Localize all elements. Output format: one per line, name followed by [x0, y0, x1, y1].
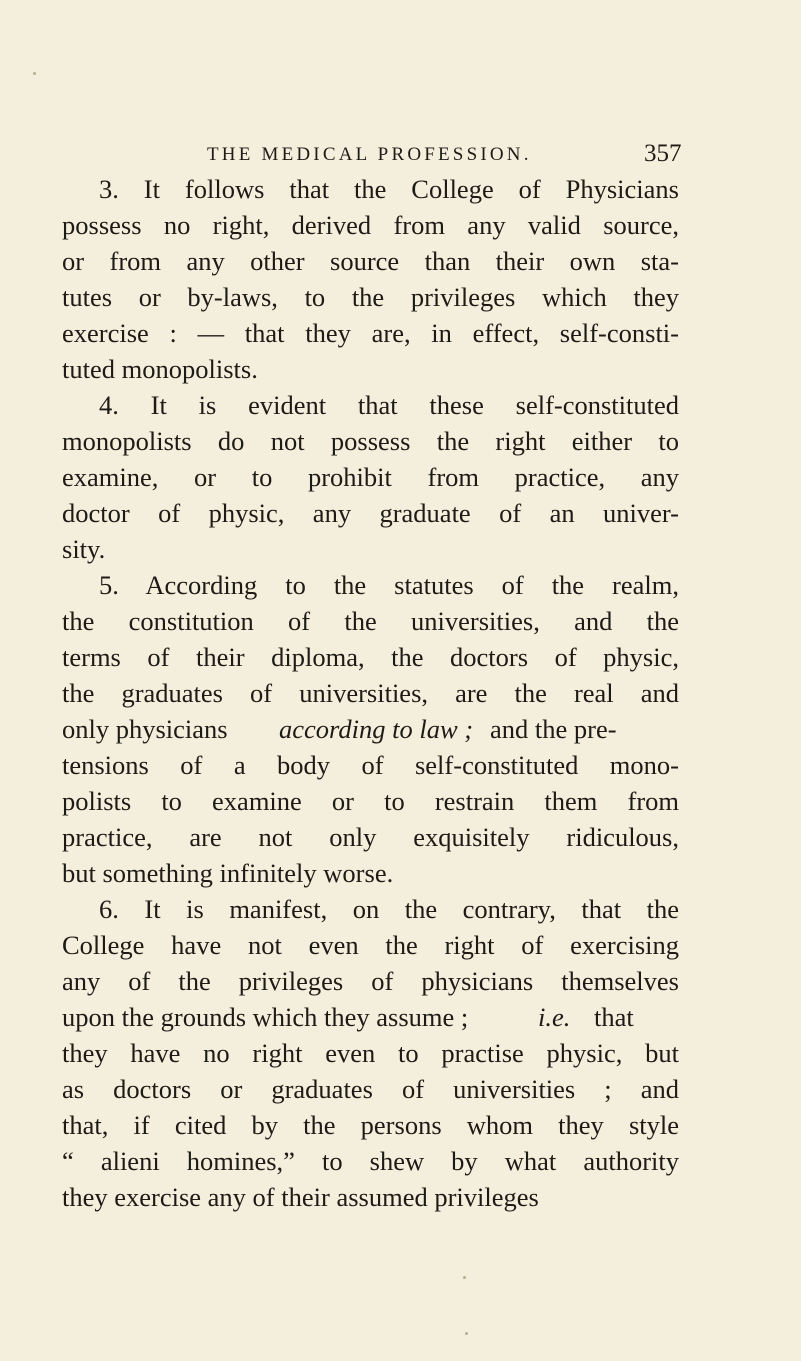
text-line: 3. It follows that the College of Physicians	[99, 174, 679, 204]
text-line: 5. According to the statutes of the realm,	[99, 570, 679, 600]
text-line: tuted monopolists.	[62, 354, 258, 384]
text-line: 6. It is manifest, on the contrary, that the	[99, 894, 679, 924]
running-title: THE MEDICAL PROFESSION.	[207, 144, 532, 165]
text-line: the constitution of the universities, and the	[62, 606, 679, 636]
text-line: possess no right, derived from any valid source,	[62, 210, 679, 240]
text-line: tensions of a body of self-constituted mono-	[62, 750, 679, 780]
italic-abbreviation: i.e.	[538, 1002, 571, 1032]
page-header	[0, 140, 801, 170]
text-line: monopolists do not possess the right either to	[62, 426, 679, 456]
text-line: the graduates of universities, are the real and	[62, 678, 679, 708]
text-line: they exercise any of their assumed privileges	[62, 1182, 539, 1212]
text-line: College have not even the right of exercising	[62, 930, 679, 960]
text-line: tutes or by-laws, to the privileges which they	[62, 282, 679, 312]
text-line: sity.	[62, 534, 106, 564]
text-line: “ alieni homines,” to shew by what authority	[62, 1146, 679, 1176]
italic-phrase: according to law ;	[279, 714, 474, 744]
text-line: only physicians according to law ; and the pre-	[0, 711, 801, 747]
text-line: doctor of physic, any graduate of an univer-	[62, 498, 679, 528]
text-line: but something infinitely worse.	[62, 858, 394, 888]
paper-fleck	[465, 1332, 468, 1335]
text-line: that, if cited by the persons whom they style	[62, 1110, 679, 1140]
page-number: 357	[644, 140, 682, 167]
text-line: terms of their diploma, the doctors of physic,	[62, 642, 679, 672]
text-line: or from any other source than their own sta-	[62, 246, 679, 276]
text-line: polists to examine or to restrain them from	[62, 786, 679, 816]
text-line: exercise : — that they are, in effect, self-consti-	[62, 318, 679, 348]
text-line: examine, or to prohibit from practice, any	[62, 462, 679, 492]
text-line: upon the grounds which they assume ; i.e. that	[0, 999, 801, 1035]
text-line: 4. It is evident that these self-constituted	[99, 390, 679, 420]
text-line: as doctors or graduates of universities ; and	[62, 1074, 679, 1104]
text-line: practice, are not only exquisitely ridiculous,	[62, 822, 679, 852]
paper-fleck	[33, 72, 36, 75]
text-line: any of the privileges of physicians themselves	[62, 966, 679, 996]
paper-fleck	[463, 1276, 466, 1279]
text-line: they have no right even to practise physic, but	[62, 1038, 679, 1068]
